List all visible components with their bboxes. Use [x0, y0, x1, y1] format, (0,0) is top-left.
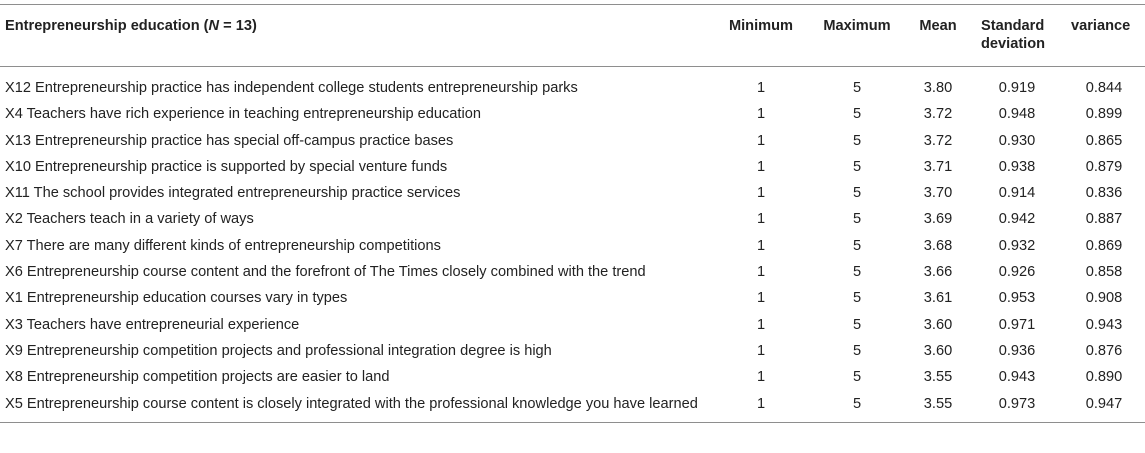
row-label: X10 Entrepreneurship practice is supported by special venture funds: [5, 158, 448, 175]
row-mean: 3.71: [923, 158, 953, 175]
row-mean: 3.55: [923, 395, 953, 412]
row-standard-deviation: 0.932: [998, 237, 1036, 254]
row-maximum: 5: [852, 264, 862, 281]
row-mean: 3.55: [923, 369, 953, 386]
row-mean: 3.80: [923, 80, 953, 96]
table-row: [0, 154, 1145, 180]
row-mean: 3.61: [923, 290, 953, 307]
row-standard-deviation: 0.943: [998, 369, 1036, 386]
row-variance: 0.887: [1085, 211, 1123, 228]
row-variance: 0.865: [1085, 132, 1123, 149]
header-maximum: Maximum: [823, 18, 891, 34]
header-minimum: Minimum: [728, 18, 794, 34]
row-variance: 0.879: [1085, 158, 1123, 175]
header-label-suffix: = 13): [219, 18, 257, 34]
row-variance: 0.908: [1085, 290, 1123, 307]
row-variance: 0.947: [1085, 395, 1123, 412]
row-maximum: 5: [852, 316, 862, 333]
row-maximum: 5: [852, 369, 862, 386]
row-standard-deviation: 0.914: [998, 185, 1036, 202]
row-minimum: 1: [756, 290, 766, 307]
row-mean: 3.72: [923, 106, 953, 123]
row-minimum: 1: [756, 185, 766, 202]
row-mean: 3.69: [923, 211, 953, 228]
row-label: X7 There are many different kinds of entrepreneurship competitions: [5, 237, 441, 254]
row-variance: 0.836: [1085, 185, 1123, 202]
row-label: X3 Teachers have entrepreneurial experience: [5, 316, 300, 333]
row-standard-deviation: 0.919: [998, 80, 1036, 96]
row-maximum: 5: [852, 185, 862, 202]
table-row: [0, 259, 1145, 285]
row-maximum: 5: [852, 237, 862, 254]
header-label-prefix: Entrepreneurship education (: [5, 18, 209, 34]
row-label: X1 Entrepreneurship education courses vary in types: [5, 290, 348, 307]
row-maximum: 5: [852, 106, 862, 123]
header-variance: variance: [1071, 18, 1131, 34]
row-label: X5 Entrepreneurship course content is closely integrated with the professional knowledge you have learned: [5, 395, 698, 412]
table-row: [0, 285, 1145, 311]
table-row: [0, 180, 1145, 206]
header-mean: Mean: [919, 18, 957, 34]
row-minimum: 1: [756, 80, 766, 96]
table-row: [0, 312, 1145, 338]
row-label: X6 Entrepreneurship course content and the forefront of The Times closely combined with the trend: [5, 264, 646, 281]
header-entrepreneurship-education: [0, 5, 713, 67]
row-label: X4 Teachers have rich experience in teaching entrepreneurship education: [5, 106, 481, 123]
row-variance: 0.890: [1085, 369, 1123, 386]
table-row: [0, 67, 1145, 102]
row-variance: 0.943: [1085, 316, 1123, 333]
row-standard-deviation: 0.938: [998, 158, 1036, 175]
row-maximum: 5: [852, 342, 862, 359]
table-row: [0, 391, 1145, 423]
row-maximum: 5: [852, 80, 862, 96]
row-mean: 3.68: [923, 237, 953, 254]
descriptive-statistics-table: [0, 4, 1145, 423]
row-mean: 3.60: [923, 316, 953, 333]
row-label: X9 Entrepreneurship competition projects and professional integration degree is high: [5, 342, 552, 359]
row-standard-deviation: 0.953: [998, 290, 1036, 307]
table-row: [0, 338, 1145, 364]
row-maximum: 5: [852, 290, 862, 307]
row-variance: 0.876: [1085, 342, 1123, 359]
row-maximum: 5: [852, 132, 862, 149]
table-row: [0, 128, 1145, 154]
row-variance: 0.858: [1085, 264, 1123, 281]
row-label: X13 Entrepreneurship practice has special off-campus practice bases: [5, 132, 454, 149]
row-mean: 3.72: [923, 132, 953, 149]
row-variance: 0.899: [1085, 106, 1123, 123]
row-standard-deviation: 0.942: [998, 211, 1036, 228]
row-minimum: 1: [756, 316, 766, 333]
row-maximum: 5: [852, 158, 862, 175]
row-mean: 3.66: [923, 264, 953, 281]
table-header-row: [0, 5, 1145, 67]
row-minimum: 1: [756, 264, 766, 281]
row-label: X11 The school provides integrated entrepreneurship practice services: [5, 185, 461, 202]
row-label: X8 Entrepreneurship competition projects are easier to land: [5, 369, 390, 386]
row-mean: 3.60: [923, 342, 953, 359]
row-minimum: 1: [756, 369, 766, 386]
row-standard-deviation: 0.936: [998, 342, 1036, 359]
row-standard-deviation: 0.973: [998, 395, 1036, 412]
row-minimum: 1: [756, 395, 766, 412]
row-maximum: 5: [852, 211, 862, 228]
row-label: X12 Entrepreneurship practice has independent college students entrepreneurship parks: [5, 80, 578, 96]
row-standard-deviation: 0.971: [998, 316, 1036, 333]
row-minimum: 1: [756, 342, 766, 359]
row-mean: 3.70: [923, 185, 953, 202]
row-standard-deviation: 0.926: [998, 264, 1036, 281]
row-maximum: 5: [852, 395, 862, 412]
row-minimum: 1: [756, 211, 766, 228]
row-variance: 0.844: [1085, 80, 1123, 96]
row-standard-deviation: 0.948: [998, 106, 1036, 123]
row-label: X2 Teachers teach in a variety of ways: [5, 211, 254, 228]
header-label-n: N: [208, 18, 220, 34]
header-standard-deviation: Standard deviation: [981, 18, 1046, 52]
row-minimum: 1: [756, 158, 766, 175]
row-minimum: 1: [756, 132, 766, 149]
table-row: [0, 101, 1145, 127]
row-minimum: 1: [756, 106, 766, 123]
table-body: [0, 67, 1145, 423]
table-row: [0, 364, 1145, 390]
row-standard-deviation: 0.930: [998, 132, 1036, 149]
table-row: [0, 206, 1145, 232]
row-variance: 0.869: [1085, 237, 1123, 254]
row-minimum: 1: [756, 237, 766, 254]
table-row: [0, 233, 1145, 259]
